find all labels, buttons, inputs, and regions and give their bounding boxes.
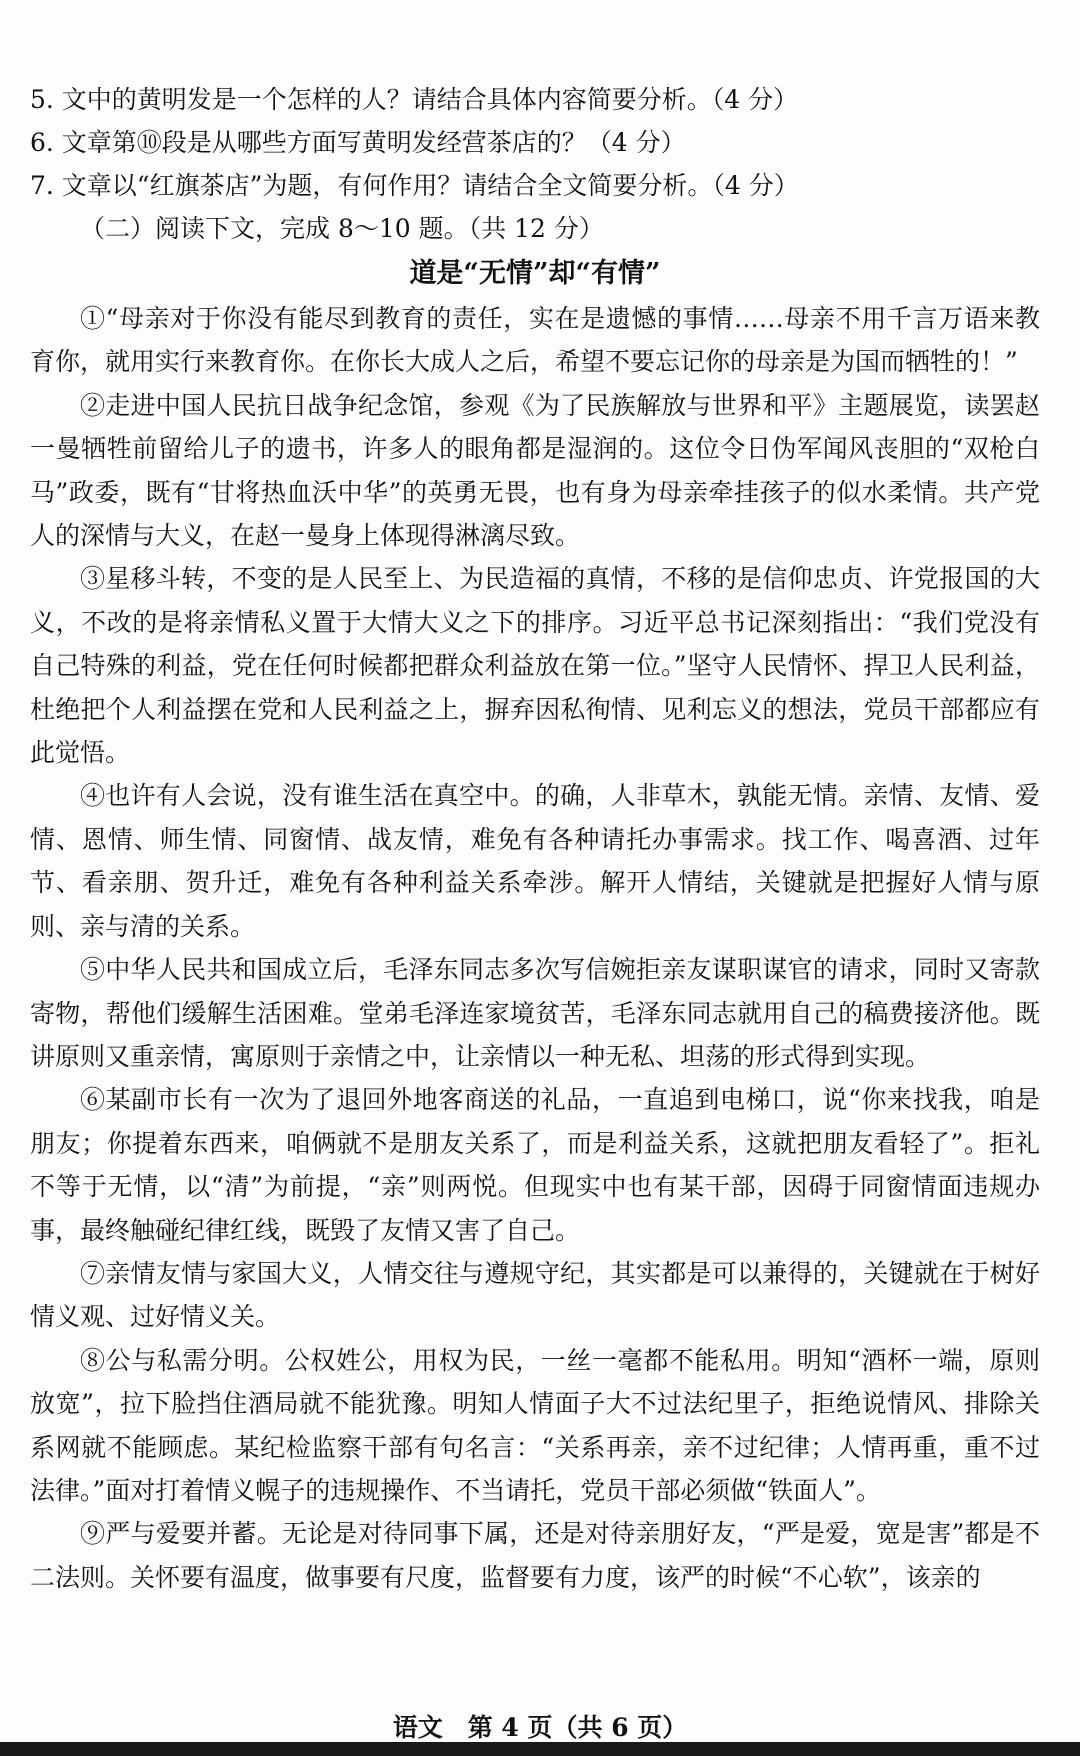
paragraph-3: ③星移斗转，不变的是人民至上、为民造福的真情，不移的是信仰忠贞、许党报国的大义，不改的是将亲情私义置于大情大义之下的排序。习近平总书记深刻指出：“我们党没有自己特殊的利益，党在任何时候都把群众利益放在第一位。”坚守人民情怀、捍卫人民利益，杜绝把个人利益摆在党和人民利益之上，摒弃因私徇情、见利忘义的想法，党员干部都应有此觉悟。	[30, 564, 1040, 768]
paragraph-1: ①“母亲对于你没有能尽到教育的责任，实在是遗憾的事情……母亲不用千言万语来教育你，就用实行来教育你。在你长大成人之后，希望不要忘记你的母亲是为国而牺牲的！”	[30, 304, 1040, 377]
question-7: 7. 文章以“红旗茶店”为题，有何作用？请结合全文简要分析。（4 分）	[30, 171, 799, 200]
bottom-edge-bar	[0, 1742, 1080, 1756]
paragraph-9: ⑨严与爱要并蓄。无论是对待同事下属，还是对待亲朋好友，“严是爱，宽是害”都是不二法则。关怀要有温度，做事要有尺度，监督要有力度，该严的时候“不心软”，该亲的	[30, 1519, 1040, 1592]
paragraph-6: ⑥某副市长有一次为了退回外地客商送的礼品，一直追到电梯口，说“你来找我，咱是朋友；你提着东西来，咱俩就不是朋友关系了，而是利益关系，这就把朋友看轻了”。拒礼不等于无情，以“清”为前提，“亲”则两悦。但现实中也有某干部，因碍于同窗情面违规办事，最终触碰纪律红线，既毁了友情又害了自己。	[30, 1085, 1040, 1245]
exam-page	[30, 78, 1040, 1599]
article-title: 道是“无情”却“有情”	[409, 258, 661, 289]
paragraph-7: ⑦亲情友情与家国大义，人情交往与遵规守纪，其实都是可以兼得的，关键就在于树好情义观、过好情义关。	[30, 1258, 1040, 1332]
paragraph-5: ⑤中华人民共和国成立后，毛泽东同志多次写信婉拒亲友谋职谋官的请求，同时又寄款寄物，帮他们缓解生活困难。堂弟毛泽连家境贫苦，毛泽东同志就用自己的稿费接济他。既讲原则又重亲情，寓原则于亲情之中，让亲情以一种无私、坦荡的形式得到实现。	[30, 955, 1040, 1071]
question-6: 6. 文章第⑩段是从哪些方面写黄明发经营茶店的？（4 分）	[30, 128, 686, 157]
paragraph-8: ⑧公与私需分明。公权姓公，用权为民，一丝一毫都不能私用。明知“酒杯一端，原则放宽”，拉下脸挡住酒局就不能犹豫。明知人情面子大不过法纪里子，拒绝说情风、排除关系网就不能顾虑。某纪检监察干部有句名言：“关系再亲，亲不过纪律；人情再重，重不过法律。”面对打着情义幌子的违规操作、不当请托，党员干部必须做“铁面人”。	[30, 1345, 1040, 1505]
section-heading: （二）阅读下文，完成 8～10 题。（共 12 分）	[80, 214, 604, 243]
paragraph-2: ②走进中国人民抗日战争纪念馆，参观《为了民族解放与世界和平》主题展览，读罢赵一曼牺牲前留给儿子的遗书，许多人的眼角都是湿润的。这位令日伪军闻风丧胆的“双枪白马”政委，既有“甘将热血沃中华”的英勇无畏，也有身为母亲牵挂孩子的似水柔情。共产党人的深情与大义，在赵一曼身上体现得淋漓尽致。	[30, 390, 1040, 551]
page-footer: 语文 第 4 页（共 6 页）	[392, 1713, 688, 1742]
question-5: 5. 文中的黄明发是一个怎样的人？请结合具体内容简要分析。（4 分）	[30, 85, 799, 114]
paragraph-4: ④也许有人会说，没有谁生活在真空中。的确，人非草木，孰能无情。亲情、友情、爱情、恩情、师生情、同窗情、战友情，难免有各种请托办事需求。找工作、喝喜酒、过年节、看亲朋、贺升迁，难免有各种利益关系牵涉。解开人情结，关键就是把握好人情与原则、亲与清的关系。	[30, 781, 1040, 941]
